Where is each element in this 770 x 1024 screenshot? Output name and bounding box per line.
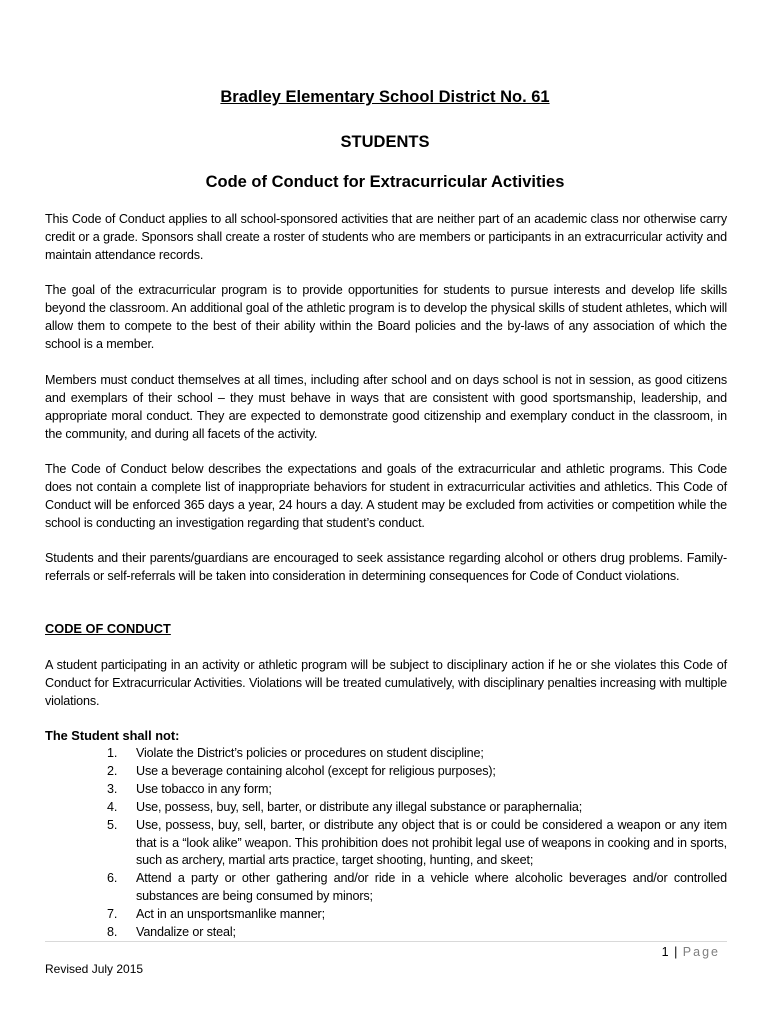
document-title: Code of Conduct for Extracurricular Activities (205, 173, 565, 191)
list-item (107, 924, 727, 942)
item-number: 8. (107, 925, 118, 940)
paragraph-members: Members must conduct themselves at all times, including after school and on days school is not in session, as good citizens and exemplars of their school – they must behave in ways that are consistent with good sportsmanship, leadership, and appropriate moral conduct. They are expected to demonstrate good citizenship and exemplary conduct in the classroom, in the community, and during all facets of the activity. (45, 373, 727, 441)
item-text: Violate the District’s policies or procedures on student discipline; (136, 746, 484, 760)
item-text: Use a beverage containing alcohol (except for religious purposes); (136, 763, 496, 778)
item-text: Vandalize or steal; (136, 925, 236, 940)
item-number: 6. (107, 871, 118, 886)
footer-divider (45, 941, 727, 942)
list-item (107, 906, 727, 924)
list-item (107, 817, 727, 871)
list-item (107, 799, 727, 817)
paragraph-scope: This Code of Conduct applies to all school-sponsored activities that are neither part of an academic class nor otherwise carry credit or a grade. Sponsors shall create a roster of students who are members or participants in an extracurricular activity and maintain attendance records. (45, 212, 727, 262)
item-text: Use tobacco in any form; (136, 781, 272, 796)
paragraph-expectations: The Code of Conduct below describes the expectations and goals of the extracurricular and athletic programs. This Code does not contain a complete list of inappropriate behaviors for student in extracurricular activities and athletics. This Code of Conduct will be enforced 365 days a year, 24 hours a day. A student may be excluded from activities or competition while the school is conducting an investigation regarding that student’s conduct. (45, 462, 727, 530)
item-number: 7. (107, 907, 118, 922)
item-text: Use, possess, buy, sell, barter, or distribute any illegal substance or paraphernalia; (136, 799, 583, 814)
item-number: 1. (107, 746, 118, 760)
page-number (662, 945, 720, 959)
list-item (107, 745, 727, 763)
violations-list (107, 745, 727, 942)
paragraph-discipline: A student participating in an activity or athletic program will be subject to disciplinary action if he or she violates this Code of Conduct for Extracurricular Activities. Violations will be treated cumulatively, with disciplinary penalties increasing with multiple violations. (45, 658, 727, 708)
page-separator: | (674, 945, 678, 959)
paragraph-assistance: Students and their parents/guardians are encouraged to seek assistance regarding alcohol or others drug problems. Family-referrals or self-referrals will be taken into consideration in determining consequences for Code of Conduct violations. (45, 551, 727, 583)
revised-date: Revised July 2015 (45, 962, 144, 976)
list-item (107, 763, 727, 781)
district-title: Bradley Elementary School District No. 61 (220, 88, 550, 106)
list-item (107, 781, 727, 799)
item-number: 3. (107, 781, 118, 796)
page-label: Page (682, 945, 720, 959)
list-heading: The Student shall not: (45, 728, 180, 743)
section-title: STUDENTS (340, 133, 430, 151)
item-number: 4. (107, 799, 118, 814)
page-number-value: 1 (661, 945, 669, 959)
paragraph-goal: The goal of the extracurricular program is to provide opportunities for students to pursue interests and develop life skills beyond the classroom. An additional goal of the athletic program is to develop the physical skills of student athletes, which will allow them to compete to the best of their ability within the Board policies and the by-laws of any association of which the school is a member. (45, 283, 727, 351)
item-number: 2. (107, 763, 118, 778)
code-of-conduct-heading: CODE OF CONDUCT (45, 621, 171, 636)
item-text: Use, possess, buy, sell, barter, or distribute any object that is or could be considered a weapon or any item that is a “look alike” weapon. This prohibition does not prohibit legal use of weapons in cooking and in sports, such as archery, martial arts practice, target shooting, hunting, and skeet; (136, 817, 727, 868)
item-number: 5. (107, 817, 118, 832)
item-text: Act in an unsportsmanlike manner; (136, 907, 325, 922)
list-item (107, 870, 727, 906)
item-text: Attend a party or other gathering and/or ride in a vehicle where alcoholic beverages and/or controlled substances are being consumed by minors; (136, 871, 727, 904)
